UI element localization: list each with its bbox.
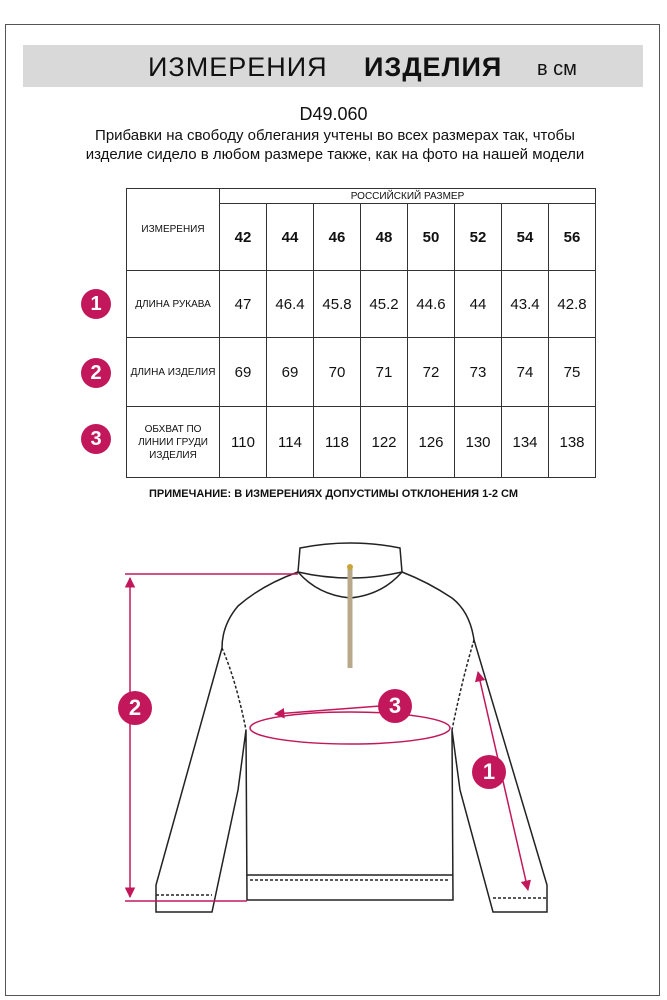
- row-label: ДЛИНА РУКАВА: [127, 271, 220, 338]
- zipper-pull: [347, 564, 353, 570]
- size-header: 46: [314, 204, 361, 271]
- table-cell: 44.6: [408, 271, 455, 338]
- table-cell: 69: [267, 338, 314, 407]
- table-cell: 126: [408, 407, 455, 478]
- row-number-badge: 3: [81, 424, 111, 454]
- table-cell: 118: [314, 407, 361, 478]
- table-cell: 47: [220, 271, 267, 338]
- size-header: 52: [455, 204, 502, 271]
- table-cell: 74: [502, 338, 549, 407]
- row-label: ДЛИНА ИЗДЕЛИЯ: [127, 338, 220, 407]
- article-number: D49.060: [299, 104, 368, 124]
- marker-chest-badge: 3: [378, 689, 412, 723]
- table-cell: 45.2: [361, 271, 408, 338]
- size-header: 54: [502, 204, 549, 271]
- table-cell: 69: [220, 338, 267, 407]
- table-cell: 44: [455, 271, 502, 338]
- marker-sleeve-badge: 1: [472, 755, 506, 789]
- table-cell: 75: [549, 338, 596, 407]
- fit-note: Прибавки на свободу облегания учтены во всех размерах так, чтобы изделие сидело в любом размере также, как на фото на нашей модели: [85, 127, 585, 163]
- table-row: [127, 338, 596, 407]
- table-cell: 43.4: [502, 271, 549, 338]
- size-header: 48: [361, 204, 408, 271]
- table-cell: 73: [455, 338, 502, 407]
- table-cell: 70: [314, 338, 361, 407]
- size-header: 42: [220, 204, 267, 271]
- row-label: ОБХВАТ ПО ЛИНИИ ГРУДИ ИЗДЕЛИЯ: [127, 407, 220, 478]
- table-cell: 45.8: [314, 271, 361, 338]
- table-cell: 130: [455, 407, 502, 478]
- row-number-badge: 1: [81, 289, 111, 319]
- size-header: 56: [549, 204, 596, 271]
- table-row: [127, 407, 596, 478]
- size-table: [126, 188, 596, 478]
- table-cell: 134: [502, 407, 549, 478]
- tolerance-remark: ПРИМЕЧАНИЕ: В ИЗМЕРЕНИЯХ ДОПУСТИМЫ ОТКЛОНЕНИЯ 1-2 СМ: [148, 488, 519, 500]
- title-measurements: ИЗМЕРЕНИЯ: [148, 52, 328, 82]
- measurement-lines: [125, 574, 528, 901]
- garment-diagram: [0, 530, 667, 930]
- table-cell: 110: [220, 407, 267, 478]
- title-unit: в см: [537, 58, 577, 80]
- table-cell: 71: [361, 338, 408, 407]
- table-cell: 42.8: [549, 271, 596, 338]
- table-cell: 122: [361, 407, 408, 478]
- marker-length-badge: 2: [118, 691, 152, 725]
- table-cell: 114: [267, 407, 314, 478]
- title-garment: ИЗДЕЛИЯ: [364, 52, 503, 82]
- table-row: [127, 271, 596, 338]
- table-cell: 138: [549, 407, 596, 478]
- table-cell: 72: [408, 338, 455, 407]
- size-group-label: РОССИЙСКИЙ РАЗМЕР: [220, 189, 596, 204]
- size-header: 44: [267, 204, 314, 271]
- table-corner-label: ИЗМЕРЕНИЯ: [127, 189, 220, 271]
- row-number-badge: 2: [81, 358, 111, 388]
- table-cell: 46.4: [267, 271, 314, 338]
- size-header: 50: [408, 204, 455, 271]
